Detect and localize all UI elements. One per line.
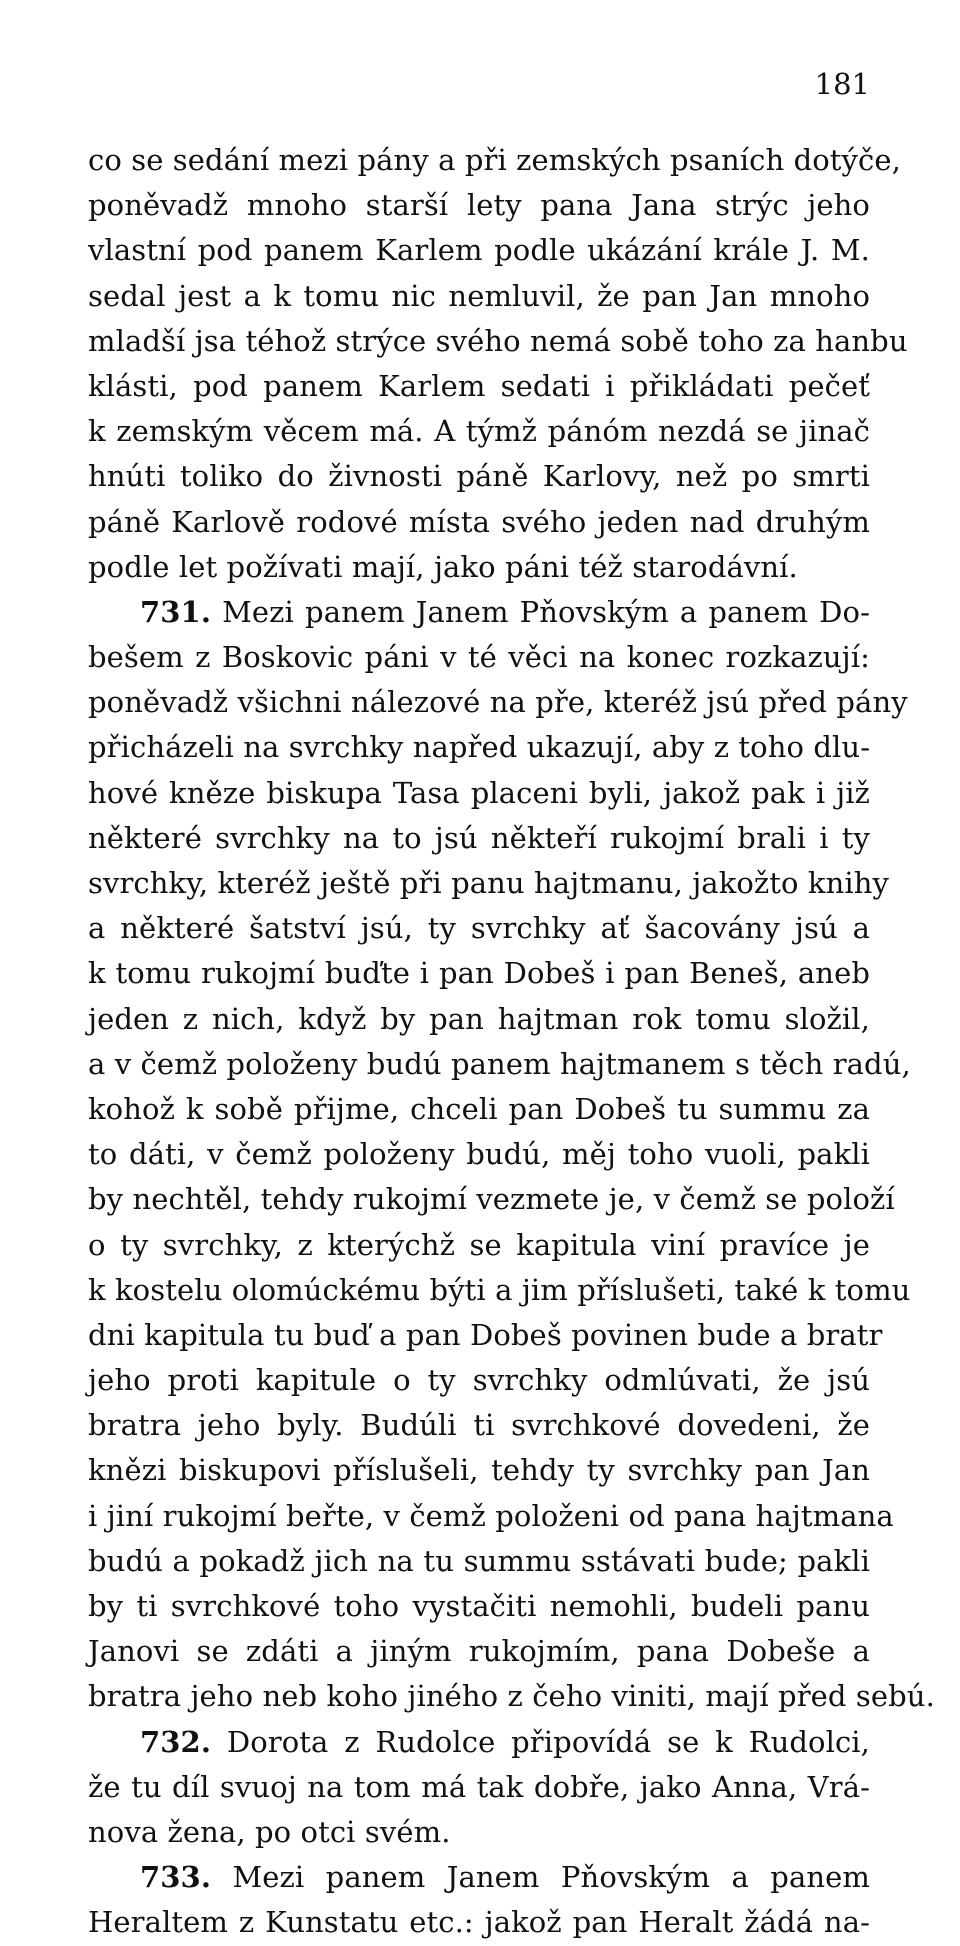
line-text: sedal jest a k tomu nic nemluvil, že pan Jan mnoho [88,278,870,313]
text-line [88,725,870,770]
text-line [88,1177,895,1222]
text-line [88,1042,911,1087]
line-text: mladší jsa téhož strýce svého nemá sobě toho za hanbu [88,323,908,358]
text-line [88,364,870,409]
line-text: že tu díl svuoj na tom má tak dobře, jako Anna, Vrá- [88,1769,870,1804]
text-line [88,771,870,816]
text-line [88,1674,935,1719]
line-text: kohož k sobě přijme, chceli pan Dobeš tu summu za [88,1091,870,1126]
line-text: podle let požívati mají, jako páni též starodávní. [88,549,798,584]
line-text: knězi biskupovi příslušeli, tehdy ty svrchky pan Jan [88,1453,870,1488]
line-text: Mezi panem Janem Pňovským a panem [232,1860,870,1895]
line-text: dni kapitula tu buď a pan Dobeš povinen bude a bratr [88,1317,883,1352]
page-number: 181 [814,67,870,101]
section-start-line [88,590,870,635]
text-line [88,409,870,454]
text-line [88,816,870,861]
text-line [88,1494,894,1539]
line-text: klásti, pod panem Karlem sedati i přikládati pečeť [88,368,870,403]
line-text: jeden z nich, když by pan hajtman rok tomu složil, [88,1001,870,1036]
text-line [88,1448,870,1493]
line-text: nova žena, po otci svém. [88,1814,451,1849]
line-text: a některé šatství jsú, ty svrchky ať šacovány jsú a [88,911,870,946]
line-text: k kostelu olomúckému býti a jim příslušeti, také k tomu [88,1272,911,1307]
line-text: k tomu rukojmí buďte i pan Dobeš i pan Beneš, aneb [88,956,870,991]
text-line [88,997,870,1042]
line-text: Dorota z Rudolce připovídá se k Rudolci, [226,1724,870,1759]
line-text: co se sedání mezi pány a při zemských psaních dotýče, [88,143,901,177]
line-text: bratra jeho byly. Budúli ti svrchkové dovedeni, že [88,1408,870,1443]
text-line [88,500,870,545]
text-line [88,319,908,364]
text-line [88,183,870,228]
line-text: by nechtěl, tehdy rukojmí vezmete je, v čemž se položí [88,1182,895,1217]
text-line [88,228,870,273]
text-line [88,1629,870,1674]
line-text: vlastní pod panem Karlem podle ukázání krále J. M. [88,233,870,268]
line-text: poněvadž všichni nálezové na pře, kteréž jsú před pány [88,685,908,720]
line-text: přicházeli na svrchky napřed ukazují, aby z toho dlu- [88,730,871,765]
text-line [88,1223,870,1268]
text-line [88,1313,883,1358]
text-line [88,906,870,951]
text-line [88,1900,870,1945]
text-line [88,1087,870,1132]
line-text: Heraltem z Kunstatu etc.: jakož pan Heralt žádá na- [88,1905,870,1940]
line-text: poněvadž mnoho starší lety pana Jana strýc jeho [88,188,870,223]
line-text: k zemským věcem má. A týmž pánóm nezdá se jinač [88,414,870,449]
text-line [88,1403,870,1448]
text-line [88,454,870,499]
line-text: Mezi panem Janem Pňovským a panem Do- [222,594,870,629]
section-start-line [88,1720,870,1765]
line-text: svrchky, kteréž ještě při panu hajtmanu, jakožto knihy [88,866,890,900]
text-line [88,1539,870,1584]
line-text: páně Karlově rodové místa svého jeden nad druhým [88,504,870,539]
text-line [88,1584,870,1629]
line-text: hové kněze biskupa Tasa placeni byli, jakož pak i již [88,775,870,810]
section-start-line [88,1855,870,1900]
line-text: budú a pokadž jich na tu summu sstávati bude; pakli [88,1543,870,1578]
text-line [88,1810,870,1855]
text-line [88,861,890,906]
text-line [88,951,870,996]
line-text: některé svrchky na to jsú někteří rukojmí brali i ty [88,820,870,855]
text-line [88,1132,870,1177]
text-line [88,1765,870,1810]
line-text: o ty svrchky, z kterýchž se kapitula viní pravíce je [88,1227,870,1262]
line-text: to dáti, v čemž položeny budú, měj toho vuoli, pakli [88,1137,870,1172]
body-text [88,138,935,1946]
line-text: Janovi se zdáti a jiným rukojmím, pana Dobeše a [88,1634,870,1669]
line-text: jeho proti kapitule o ty svrchky odmlúvati, že jsú [88,1363,870,1398]
text-line [88,1358,870,1403]
line-text: by ti svrchkové toho vystačiti nemohli, budeli panu [88,1589,870,1623]
line-text: a v čemž položeny budú panem hajtmanem s těch radú, [88,1046,911,1081]
section-number: 732. [140,1724,212,1759]
text-line [88,274,870,319]
text-line [88,635,870,680]
text-line [88,545,870,590]
section-number: 733. [140,1860,212,1895]
line-text: bratra jeho neb koho jiného z čeho viniti, mají před sebú. [88,1679,935,1714]
section-number: 731. [140,594,212,629]
line-text: i jiní rukojmí beřte, v čemž položeni od pana hajtmana [88,1498,894,1533]
line-text: hnúti toliko do živnosti páně Karlovy, než po smrti [88,459,870,494]
text-line [88,138,901,183]
line-text: bešem z Boskovic páni v té věci na konec rozkazují: [88,640,870,675]
text-line [88,680,908,725]
text-line [88,1268,911,1313]
